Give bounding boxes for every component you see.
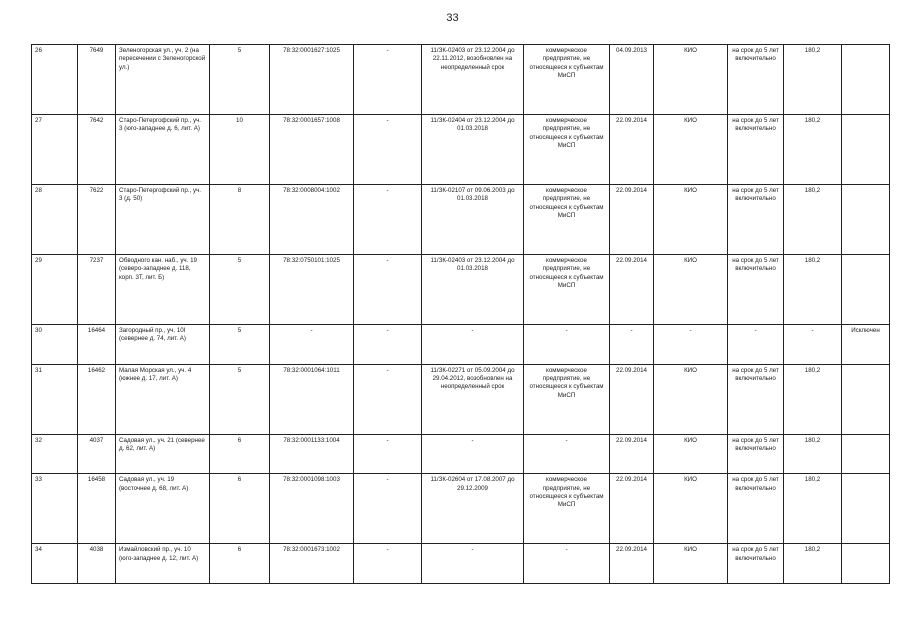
note-cell [842,115,890,185]
address-cell: Загородный пр., уч. 10I (севернее д. 74, лит. А) [116,325,210,365]
empty-cell-cell: - [354,45,422,115]
area-cell: 180,2 [784,45,842,115]
organization-cell: КИО [654,185,728,255]
contract-cell: 11/ЗК-02403 от 23.12.2004 до 22.11.2012, возобновлен на неопределенный срок [422,45,524,115]
date-cell: 22.09.2014 [610,255,654,325]
row-number-cell: 26 [32,45,78,115]
area-cell: 180,2 [784,474,842,544]
date-cell: 22.09.2014 [610,474,654,544]
address-cell: Обводного кан. наб., уч. 19 (северо-западнее д. 118, корп. 3Т, лит. Б) [116,255,210,325]
object-id-cell: 16464 [78,325,116,365]
date-cell: 22.09.2014 [610,185,654,255]
address-cell: Зеленогорская ул., уч. 2 (на пересечении с Зеленогорской ул.) [116,45,210,115]
term-cell: на срок до 5 лет включительно [728,364,784,434]
address-cell: Старо-Петергофский пр., уч. 3 (юго-западнее д. 6, лит. А) [116,115,210,185]
table-row [32,255,890,325]
floors-cell: 5 [210,325,270,365]
category-cell: - [524,325,610,365]
area-cell: 180,2 [784,185,842,255]
note-cell [842,434,890,474]
address-cell: Измайловский пр., уч. 10 (юго-западнее д. 12, лит. А) [116,544,210,584]
object-id-cell: 7237 [78,255,116,325]
date-cell: 04.09.2013 [610,45,654,115]
date-cell: 22.09.2014 [610,544,654,584]
floors-cell: 5 [210,45,270,115]
category-cell: коммерческое предприятие, не относящееся к субъектам МиСП [524,115,610,185]
cadastral-number-cell: 78:32:0001657:1008 [270,115,354,185]
organization-cell: - [654,325,728,365]
table-row [32,45,890,115]
area-cell: 180,2 [784,434,842,474]
date-cell: 22.09.2014 [610,115,654,185]
row-number-cell: 29 [32,255,78,325]
table-row [32,474,890,544]
category-cell: коммерческое предприятие, не относящееся к субъектам МиСП [524,364,610,434]
cadastral-number-cell: 78:32:0001133:1004 [270,434,354,474]
address-cell: Старо-Петергофский пр., уч. 3 (д. 50) [116,185,210,255]
object-id-cell: 7642 [78,115,116,185]
registry-table [31,44,890,584]
contract-cell: - [422,434,524,474]
cadastral-number-cell: - [270,325,354,365]
table-row [32,364,890,434]
date-cell: 22.09.2014 [610,434,654,474]
table-row [32,115,890,185]
category-cell: - [524,544,610,584]
note-cell [842,185,890,255]
object-id-cell: 16458 [78,474,116,544]
address-cell: Малая Морская ул., уч. 4 (южнее д. 17, лит. А) [116,364,210,434]
contract-cell: 11/ЗК-02271 от 05.09.2004 до 29.04.2012, возобновлен на неопределенный срок [422,364,524,434]
floors-cell: 6 [210,474,270,544]
address-cell: Садовая ул., уч. 19 (восточнее д. 68, лит. А) [116,474,210,544]
row-number-cell: 30 [32,325,78,365]
area-cell: 180,2 [784,544,842,584]
date-cell: - [610,325,654,365]
contract-cell: 11/ЗК-02604 от 17.08.2007 до 29.12.2009 [422,474,524,544]
row-number-cell: 32 [32,434,78,474]
term-cell: на срок до 5 лет включительно [728,45,784,115]
empty-cell-cell: - [354,115,422,185]
object-id-cell: 16462 [78,364,116,434]
contract-cell: 11/ЗК-02404 от 23.12.2004 до 01.03.2018 [422,115,524,185]
empty-cell-cell: - [354,364,422,434]
row-number-cell: 28 [32,185,78,255]
organization-cell: КИО [654,255,728,325]
table-row [32,325,890,365]
note-cell: Исключен [842,325,890,365]
row-number-cell: 34 [32,544,78,584]
organization-cell: КИО [654,45,728,115]
term-cell: на срок до 5 лет включительно [728,255,784,325]
address-cell: Садовая ул., уч. 21 (севернее д. 62, лит. А) [116,434,210,474]
table-row [32,185,890,255]
empty-cell-cell: - [354,185,422,255]
note-cell [842,45,890,115]
cadastral-number-cell: 78:32:0008004:1002 [270,185,354,255]
contract-cell: - [422,325,524,365]
organization-cell: КИО [654,115,728,185]
note-cell [842,255,890,325]
contract-cell: - [422,544,524,584]
floors-cell: 6 [210,544,270,584]
note-cell [842,364,890,434]
cadastral-number-cell: 78:32:0001064:1011 [270,364,354,434]
contract-cell: 11/ЗК-02107 от 09.06.2003 до 01.03.2018 [422,185,524,255]
area-cell: 180,2 [784,115,842,185]
term-cell: на срок до 5 лет включительно [728,474,784,544]
category-cell: коммерческое предприятие, не относящееся к субъектам МиСП [524,185,610,255]
empty-cell-cell: - [354,544,422,584]
category-cell: коммерческое предприятие, не относящееся к субъектам МиСП [524,474,610,544]
contract-cell: 11/ЗК-02403 от 23.12.2004 до 01.03.2018 [422,255,524,325]
note-cell [842,474,890,544]
floors-cell: 10 [210,115,270,185]
cadastral-number-cell: 78:32:0001673:1002 [270,544,354,584]
term-cell: на срок до 5 лет включительно [728,434,784,474]
floors-cell: 8 [210,185,270,255]
organization-cell: КИО [654,364,728,434]
row-number-cell: 27 [32,115,78,185]
empty-cell-cell: - [354,255,422,325]
floors-cell: 5 [210,364,270,434]
term-cell: на срок до 5 лет включительно [728,185,784,255]
floors-cell: 6 [210,434,270,474]
floors-cell: 5 [210,255,270,325]
date-cell: 22.09.2014 [610,364,654,434]
row-number-cell: 33 [32,474,78,544]
object-id-cell: 4037 [78,434,116,474]
term-cell: на срок до 5 лет включительно [728,115,784,185]
category-cell: - [524,434,610,474]
area-cell: - [784,325,842,365]
empty-cell-cell: - [354,434,422,474]
table-row [32,544,890,584]
category-cell: коммерческое предприятие, не относящееся к субъектам МиСП [524,45,610,115]
category-cell: коммерческое предприятие, не относящееся к субъектам МиСП [524,255,610,325]
empty-cell-cell: - [354,325,422,365]
object-id-cell: 7622 [78,185,116,255]
term-cell: - [728,325,784,365]
organization-cell: КИО [654,434,728,474]
cadastral-number-cell: 78:32:0750101:1025 [270,255,354,325]
object-id-cell: 7649 [78,45,116,115]
note-cell [842,544,890,584]
row-number-cell: 31 [32,364,78,434]
table-row [32,434,890,474]
term-cell: на срок до 5 лет включительно [728,544,784,584]
object-id-cell: 4038 [78,544,116,584]
cadastral-number-cell: 78:32:0001627:1025 [270,45,354,115]
organization-cell: КИО [654,544,728,584]
empty-cell-cell: - [354,474,422,544]
area-cell: 180,2 [784,364,842,434]
area-cell: 180,2 [784,255,842,325]
page-number: 33 [446,12,459,24]
cadastral-number-cell: 78:32:0001098:1003 [270,474,354,544]
organization-cell: КИО [654,474,728,544]
